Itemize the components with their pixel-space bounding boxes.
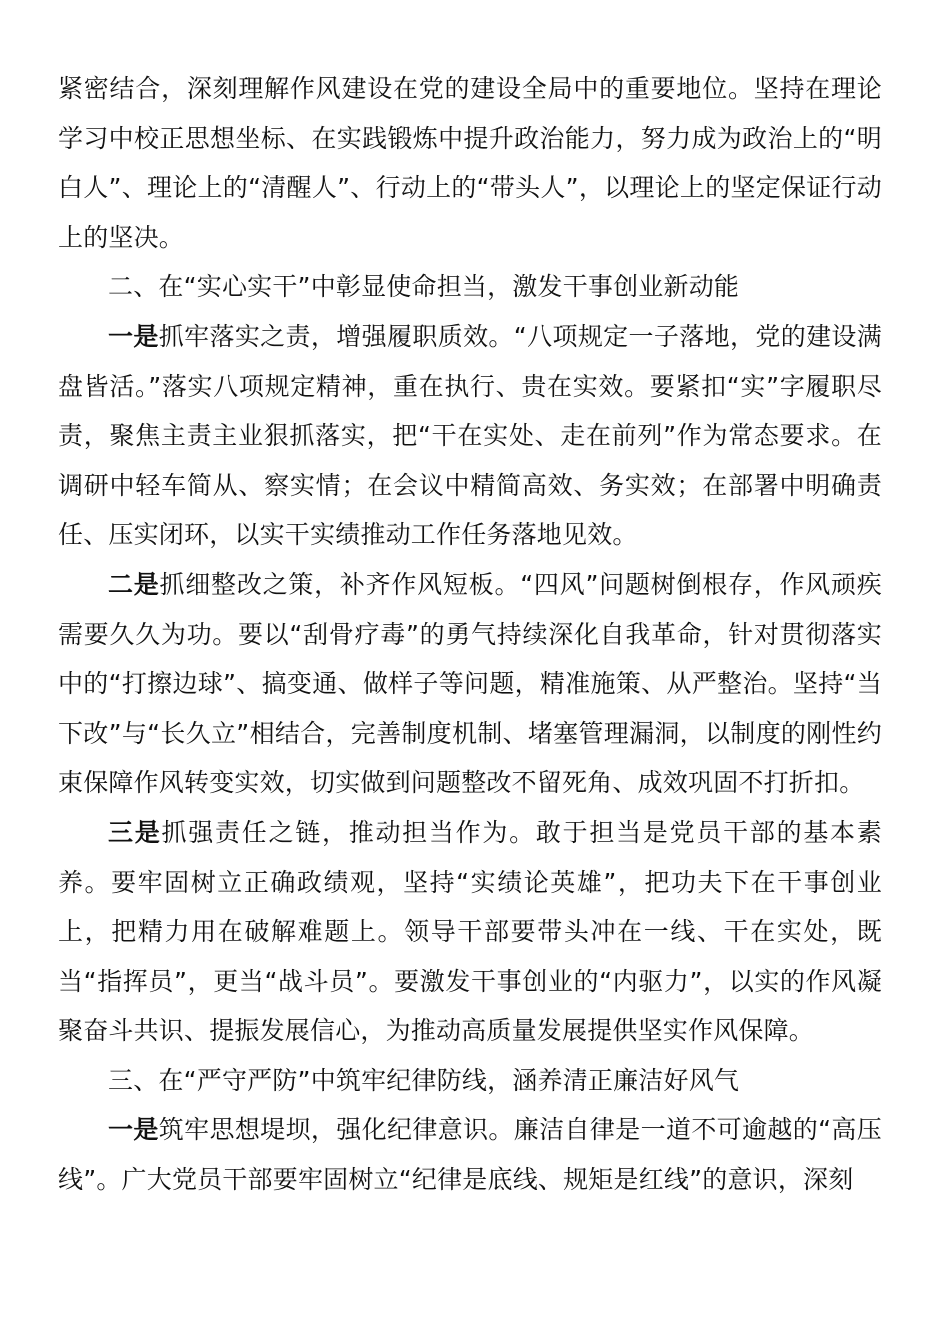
paragraph-text: 抓强责任之链，推动担当作为。敢于担当是党员干部的基本素养。要牢固树立正确政绩观，坚持“实绩论英雄”，把功夫下在干事创业上，把精力用在破解难题上。领导干部要带头冲在一线、干在实处，既当“指挥员”，更当“战斗员”。要激发干事创业的“内驱力”，以实的作风凝聚奋斗共识、提振发展信心，为推动高质量发展提供坚实作风保障。 xyxy=(58,817,883,1046)
paragraph-point-3 xyxy=(58,808,882,1056)
heading-text: 二、在“实心实干”中彰显使命担当，激发干事创业新动能 xyxy=(108,272,740,302)
heading-text: 三、在“严守严防”中筑牢纪律防线，涵养清正廉洁好风气 xyxy=(108,1065,740,1095)
paragraph-point-2 xyxy=(58,560,882,808)
section-heading-3 xyxy=(58,1056,882,1106)
paragraph-text: 筑牢思想堤坝，强化纪律意识。廉洁自律是一道不可逾越的“高压线”。广大党员干部要牢固树立“纪律是底线、规矩是红线”的意识，深刻 xyxy=(58,1115,882,1195)
paragraph-text: 抓牢落实之责，增强履职质效。“八项规定一子落地，党的建设满盘皆活。”落实八项规定精神，重在执行、贵在实效。要紧扣“实”字履职尽责，聚焦主责主业狠抓落实，把“干在实处、走在前列”作为常态要求。在调研中轻车简从、察实情；在会议中精简高效、务实效；在部署中明确责任、压实闭环，以实干实绩推动工作任务落地见效。 xyxy=(58,321,882,550)
paragraph-continued xyxy=(58,64,882,262)
paragraph-text: 抓细整改之策，补齐作风短板。“四风”问题树倒根存，作风顽疾需要久久为功。要以“刮骨疗毒”的勇气持续深化自我革命，针对贯彻落实中的“打擦边球”、搞变通、做样子等问题，精准施策、从严整治。坚持“当下改”与“长久立”相结合，完善制度机制、堵塞管理漏洞，以制度的刚性约束保障作风转变实效，切实做到问题整改不留死角、成效巩固不打折扣。 xyxy=(58,569,882,798)
paragraph-point-1-section-3 xyxy=(58,1105,882,1204)
paragraph-lead: 一是 xyxy=(108,321,159,351)
paragraph-lead: 一是 xyxy=(108,1115,159,1145)
paragraph-text: 紧密结合，深刻理解作风建设在党的建设全局中的重要地位。坚持在理论学习中校正思想坐标、在实践锻炼中提升政治能力，努力成为政治上的“明白人”、理论上的“清醒人”、行动上的“带头人”，以理论上的坚定保证行动上的坚决。 xyxy=(58,74,882,252)
paragraph-point-1 xyxy=(58,312,882,560)
section-heading-2 xyxy=(58,262,882,312)
paragraph-lead: 二是 xyxy=(108,569,160,599)
document-body xyxy=(58,64,882,1205)
paragraph-lead: 三是 xyxy=(108,817,162,847)
